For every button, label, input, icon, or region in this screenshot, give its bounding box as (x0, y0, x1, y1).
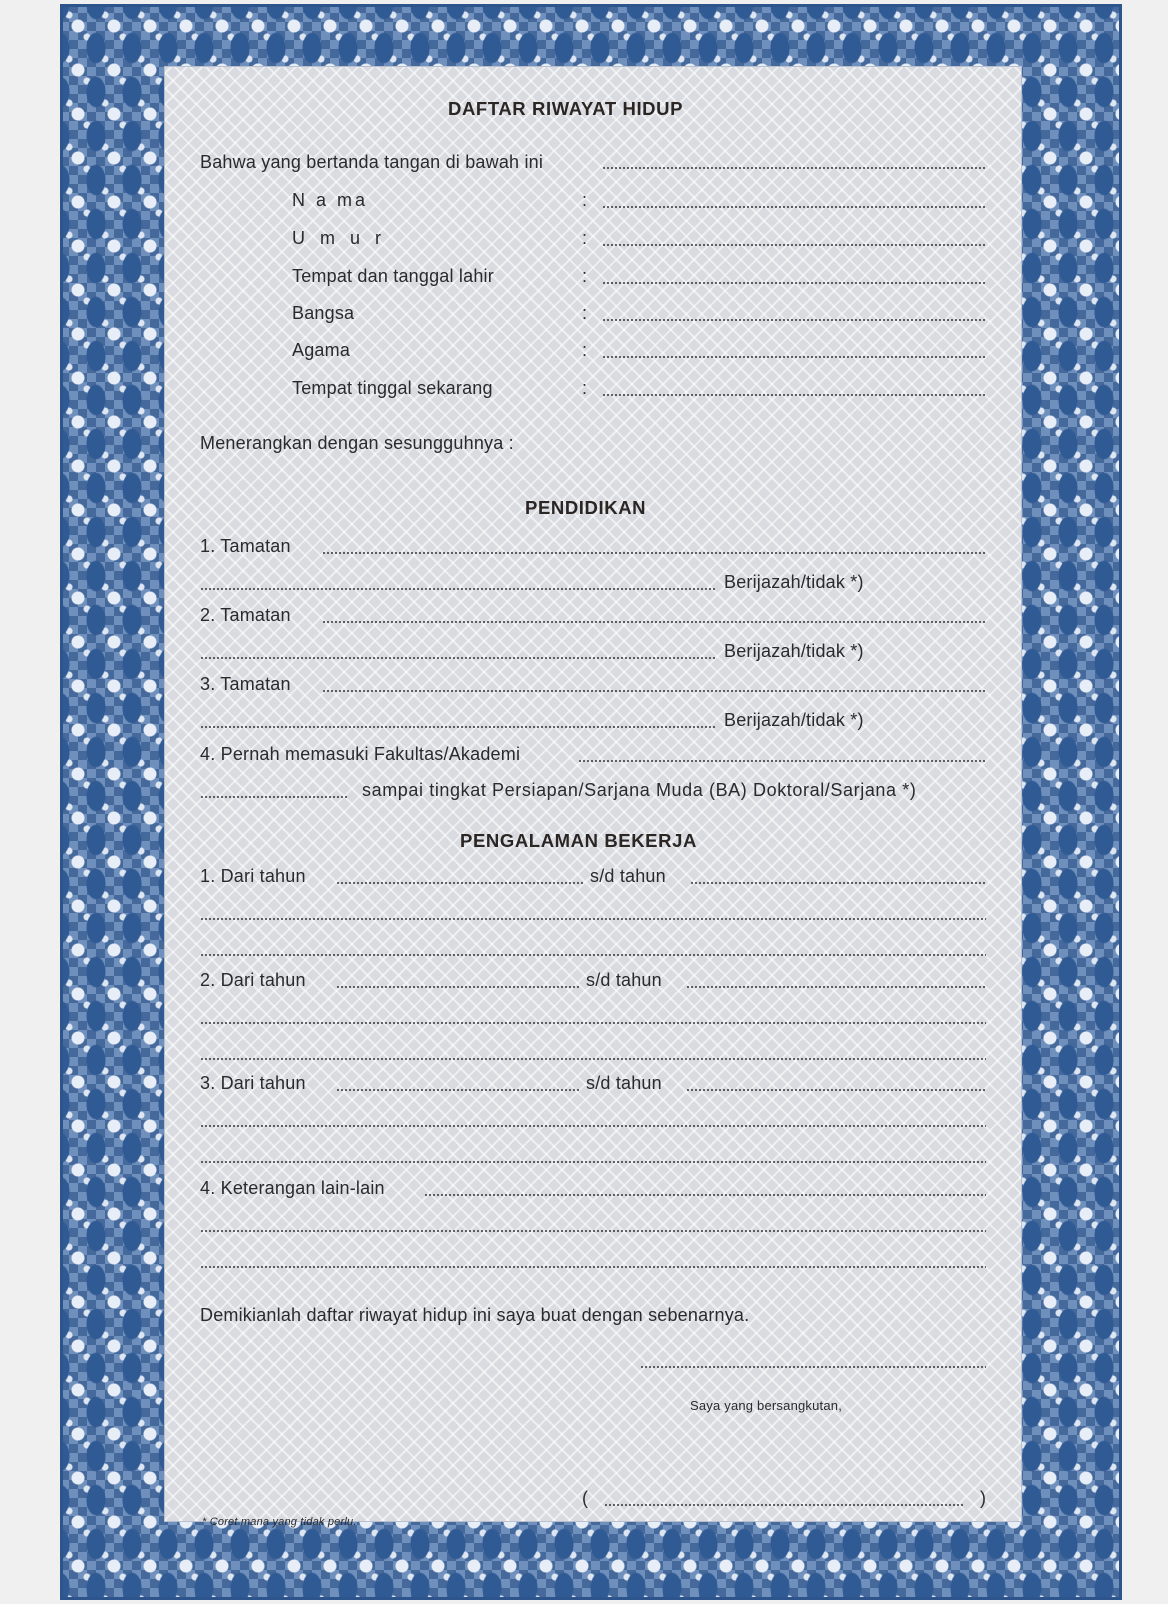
signature-open-paren: ( (582, 1488, 589, 1508)
signature-close-paren: ) (980, 1488, 987, 1508)
education-item-suffix: Berijazah/tidak *) (724, 641, 864, 661)
field-label-nama: N a ma (292, 190, 369, 210)
field-line-nama[interactable] (602, 206, 986, 208)
field-colon: : (582, 266, 588, 286)
experience-detail-line[interactable] (200, 1058, 986, 1060)
signature-date-line[interactable] (640, 1366, 986, 1368)
field-label-agama: Agama (292, 340, 351, 360)
field-line-bangsa[interactable] (602, 319, 986, 321)
field-label-ttl: Tempat dan tanggal lahir (292, 266, 494, 286)
closing-text: Demikianlah daftar riwayat hidup ini saya buat dengan sebenarnya. (200, 1305, 750, 1325)
field-line-agama[interactable] (602, 356, 986, 358)
experience-from-label: 3. Dari tahun (200, 1073, 306, 1093)
experience-from-line[interactable] (336, 882, 584, 884)
education-line[interactable] (200, 726, 716, 728)
field-label-bangsa: Bangsa (292, 303, 355, 323)
education-line[interactable] (322, 621, 986, 623)
education-line[interactable] (322, 690, 986, 692)
intro-line[interactable] (602, 167, 986, 169)
other-info-line[interactable] (424, 1194, 986, 1196)
other-info-line[interactable] (200, 1230, 986, 1232)
experience-heading: PENGALAMAN BEKERJA (460, 830, 697, 851)
experience-to-label: s/d tahun (586, 1073, 662, 1093)
field-colon: : (582, 340, 588, 360)
other-info-label: 4. Keterangan lain-lain (200, 1178, 385, 1198)
experience-to-line[interactable] (686, 986, 986, 988)
experience-from-line[interactable] (336, 986, 580, 988)
field-colon: : (582, 190, 588, 210)
field-line-umur[interactable] (602, 244, 986, 246)
faculty-suffix: sampai tingkat Persiapan/Sarjana Muda (BA) Doktoral/Sarjana *) (362, 780, 917, 800)
signature-caption: Saya yang bersangkutan, (690, 1398, 843, 1413)
intro-text: Bahwa yang bertanda tangan di bawah ini (200, 152, 544, 172)
declaration-text: Menerangkan dengan sesungguhnya : (200, 433, 514, 453)
experience-to-label: s/d tahun (590, 866, 666, 886)
education-item-suffix: Berijazah/tidak *) (724, 572, 864, 592)
education-line[interactable] (200, 657, 716, 659)
field-colon: : (582, 228, 588, 248)
faculty-line[interactable] (200, 796, 348, 798)
experience-to-line[interactable] (686, 1089, 986, 1091)
experience-to-line[interactable] (690, 882, 986, 884)
faculty-label: 4. Pernah memasuki Fakultas/Akademi (200, 744, 521, 764)
experience-detail-line[interactable] (200, 918, 986, 920)
experience-detail-line[interactable] (200, 1125, 986, 1127)
experience-detail-line[interactable] (200, 1022, 986, 1024)
education-item-suffix: Berijazah/tidak *) (724, 710, 864, 730)
footnote: * Coret mana yang tidak perlu. (202, 1516, 357, 1528)
field-label-umur: U m u r (292, 228, 387, 248)
experience-to-label: s/d tahun (586, 970, 662, 990)
document-title: DAFTAR RIWAYAT HIDUP (448, 98, 684, 119)
experience-detail-line[interactable] (200, 954, 986, 956)
experience-from-label: 1. Dari tahun (200, 866, 306, 886)
field-label-tempat-tinggal: Tempat tinggal sekarang (292, 378, 493, 398)
experience-from-label: 2. Dari tahun (200, 970, 306, 990)
field-line-tempat-tinggal[interactable] (602, 394, 986, 396)
experience-from-line[interactable] (336, 1089, 580, 1091)
faculty-line[interactable] (578, 760, 986, 762)
field-colon: : (582, 303, 588, 323)
education-line[interactable] (322, 552, 986, 554)
education-item-label: 3. Tamatan (200, 674, 291, 694)
signature-name-line[interactable] (604, 1504, 964, 1506)
other-info-line[interactable] (200, 1266, 986, 1268)
experience-detail-line[interactable] (200, 1161, 986, 1163)
field-colon: : (582, 378, 588, 398)
field-line-ttl[interactable] (602, 282, 986, 284)
education-item-label: 1. Tamatan (200, 536, 291, 556)
education-heading: PENDIDIKAN (525, 497, 647, 518)
education-line[interactable] (200, 588, 716, 590)
education-item-label: 2. Tamatan (200, 605, 291, 625)
